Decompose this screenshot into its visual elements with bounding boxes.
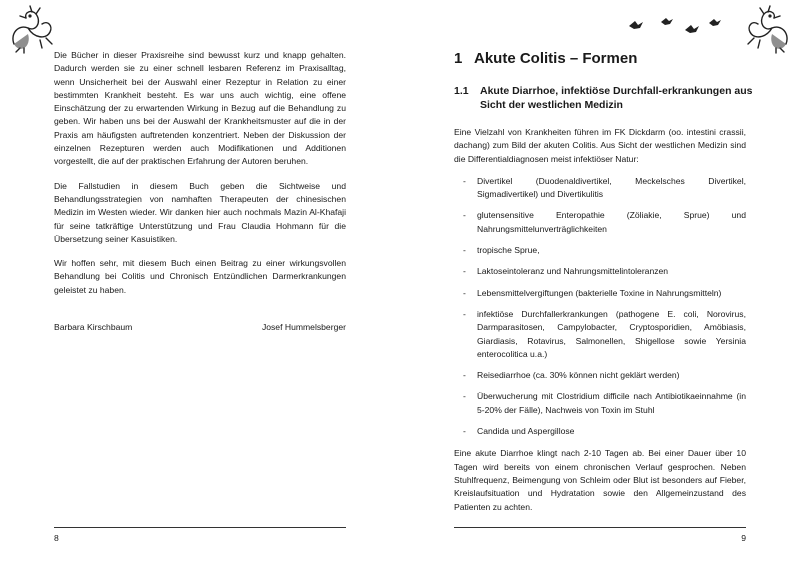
chapter-title	[454, 50, 754, 67]
section-heading	[454, 84, 754, 112]
list-item: - Lebensmittelvergiftungen (bakterielle Toxine in Nahrungsmitteln)	[454, 287, 746, 300]
right-page	[400, 0, 800, 566]
paragraph: Die Fallstudien in diesem Buch geben die Sichtweise und Behandlungsstrategien von namhaften Therapeuten der chinesischen Medizin im Westen wieder. Wir danken hier auch nochmals Mazin Al-Khafaji für seine tatkräftige Unterstützung und Frau Claudia Hohmann für die Übersetzung seiner Kasuistiken.	[54, 180, 346, 244]
preface-text	[54, 49, 346, 308]
intro-paragraph: Eine Vielzahl von Krankheiten führen im FK Dickdarm (oo. intestini crassii, dachang) zum Bild der akuten Colitis. Aus Sicht der westlichen Medizin sind die Differentialdiagnosen meist infektiöser Natur:	[454, 127, 746, 164]
section-body	[454, 126, 746, 523]
dragon-icon	[6, 4, 58, 56]
differential-diagnosis-list	[454, 175, 746, 438]
list-item: - Laktoseintoleranz und Nahrungsmittelintoleranzen	[454, 265, 746, 278]
footer-divider	[54, 527, 346, 528]
author-signatures	[54, 322, 346, 332]
page-number: 8	[54, 533, 59, 543]
list-item: - Candida und Aspergillose	[454, 425, 746, 438]
list-item: - tropische Sprue,	[454, 244, 746, 257]
dragon-icon	[742, 4, 794, 56]
list-item: - Überwucherung mit Clostridium difficile nach Antibiotikaeinnahme (in 5-20% der Fälle), Nachweis von Toxin im Stuhl	[454, 390, 746, 417]
paragraph: Wir hoffen sehr, mit diesem Buch einen Beitrag zu einer wirkungsvollen Behandlung bei Colitis und Chronisch Entzündlichen Darmerkrankungen geleistet zu haben.	[54, 258, 346, 295]
section-title-text: Akute Diarrhoe, infektiöse Durchfall-erkrankungen aus Sicht der westlichen Medizin	[480, 85, 753, 111]
chapter-title-text: Akute Colitis – Formen	[474, 50, 638, 67]
paragraph: Die Bücher in dieser Praxisreihe sind bewusst kurz und knapp gehalten. Dadurch werden sie zu einer schnell lesbaren Referenz im Praxisalltag, wenn Unsicherheit bei der Auswahl einer Rezeptur in Relation zu einer bestimmten Krankheit besteht. Es war uns auch wichtig, eine offene Einschätzung der zu erwartenden Wirkung in Bezug auf die Behandlung zu geben. Wir haben uns bei der Auswahl der Krankheitsmuster auf die in der Praxis am häufigsten auftretenden konzentriert. Neben der Diskussion der einzelnen Rezepturen werden auch Modifikationen und Additionen vorgestellt, die auf der praktischen Erfahrung der Autoren beruhen.	[54, 50, 346, 167]
list-item: - infektiöse Durchfallerkrankungen (pathogene E. coli, Norovirus, Darmparasitosen, Campylobacter, Cryptosporidien, Amöbiasis, Giardiasis, Rotavirus, Salmonellen, Shigellose sowie Yersinia enterocolitica u.a.)	[454, 308, 746, 361]
footer-divider	[454, 527, 746, 528]
list-item: - Divertikel (Duodenaldivertikel, Meckelsches Divertikel, Sigmadivertikel) und Divertikulitis	[454, 175, 746, 202]
closing-paragraph: Eine akute Diarrhoe klingt nach 2-10 Tagen ab. Bei einer Dauer über 10 Tagen wird bereits von einem chronischen Verlauf gesprochen. Neben Stuhlfrequenz, Beimengung von Schleim oder Blut ist besonders auf Fieber, Kreislaufsituation und Hydratation sowie den Allgemeinzustand des Patienten zu achten.	[454, 448, 746, 512]
list-item: - Reisediarrhoe (ca. 30% können nicht geklärt werden)	[454, 369, 746, 382]
author-name: Barbara Kirschbaum	[54, 322, 133, 332]
flying-birds-icon	[625, 14, 745, 38]
list-item: - glutensensitive Enteropathie (Zöliakie, Sprue) und Nahrungsmittelunverträglichkeiten	[454, 209, 746, 236]
section-number: 1.1	[454, 85, 469, 97]
page-number: 9	[741, 533, 746, 543]
chapter-number: 1	[454, 50, 463, 67]
author-name: Josef Hummelsberger	[261, 322, 346, 332]
